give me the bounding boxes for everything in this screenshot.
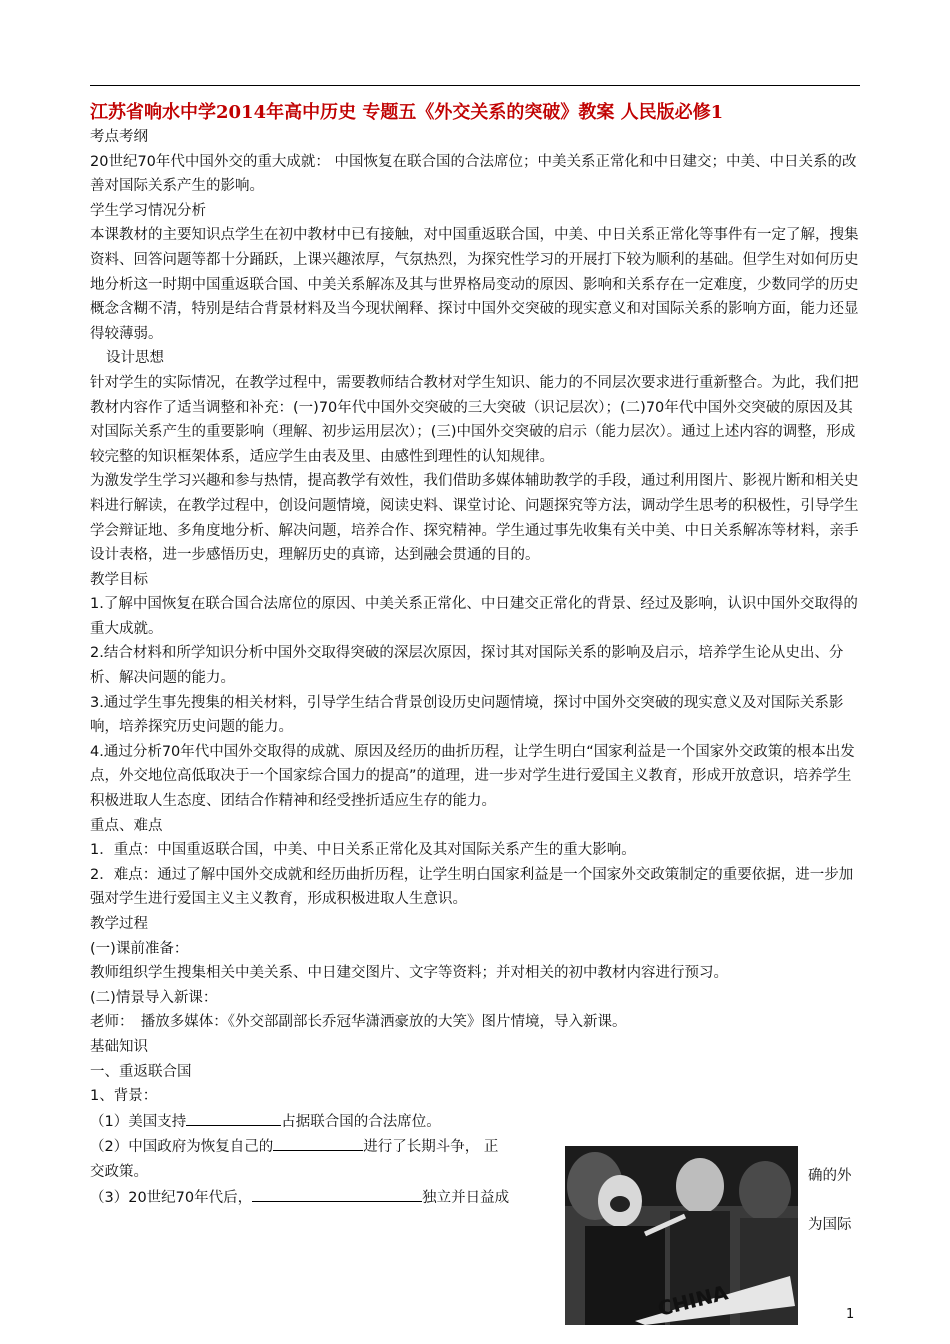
sub-heading: (一)课前准备： bbox=[90, 940, 189, 957]
answer-blank[interactable] bbox=[273, 1134, 363, 1151]
fill-in-line bbox=[90, 1109, 860, 1135]
fill-in-line: 交政策。 bbox=[90, 1163, 148, 1180]
fill-text: 占据联合国的合法席位。 bbox=[281, 1113, 441, 1130]
section-heading: 设计思想 bbox=[106, 350, 164, 367]
sub-heading: 一、重返联合国 bbox=[90, 1063, 192, 1080]
paragraph: 针对学生的实际情况，在教学过程中，需要教师结合教材对学生知识、能力的不同层次要求进行重新整合。为此，我们把教材内容作了适当调整和补充：(一)70年代中国外交突破的三大突破（识记层次）；(二)70年代中国外交突破的原因及其对国际关系产生的重要影响（理解、初步运用层次）；(三)中国外交突破的启示（能力层次）。通过上述内容的调整，形成较完整的知识框架体系，适应学生由表及里、由感性到理性的认知规律。 bbox=[90, 374, 859, 465]
section-heading: 教学过程 bbox=[90, 916, 148, 932]
paragraph: 本课教材的主要知识点学生在初中教材中已有接触，对中国重返联合国，中美、中日关系正常化等事件有一定了解，搜集资料、回答问题等都十分踊跃，上课兴趣浓厚，气氛热烈，为探究性学习的开展打下较为顺利的基础。但学生对如何历史地分析这一时期中国重返联合国、中美关系解冻及其与世界格局变动的原因、影响和关系存在一定难度，少数同学的历史概念含糊不清，特别是结合背景材料及当今现状阐释、探讨中国外交突破的现实意义和对国际关系的影响方面，能力还显得较薄弱。 bbox=[90, 227, 859, 342]
list-item: 2．难点：通过了解中国外交成就和经历曲折历程，让学生明白国家利益是一个国家外交政策制定的重要依据，进一步加强对学生进行爱国主义主义教育，形成积极进取人生意识。 bbox=[90, 866, 854, 908]
paragraph: 为激发学生学习兴趣和参与热情，提高教学有效性，我们借助多媒体辅助教学的手段，通过利用图片、影视片断和相关史料进行解读，在教学过程中，创设问题情境，阅读史料、课堂讨论、问题探究等方法，调动学生思考的积极性，引导学生学会辩证地、多角度地分析、解决问题，培养合作、探究精神。学生通过事先收集有关中美、中日关系解冻等材料，亲手设计表格，进一步感悟历史，理解历史的真谛，达到融会贯通的目的。 bbox=[90, 473, 859, 564]
section-heading: 考点考纲 bbox=[90, 129, 148, 145]
sub-heading: 1、背景： bbox=[90, 1088, 158, 1105]
sub-heading: (二)情景导入新课： bbox=[90, 989, 218, 1006]
photo-sign-text: CHINA bbox=[655, 1280, 731, 1321]
qiao-guanhua-laughing-photo bbox=[565, 1146, 798, 1325]
wrapped-text-right: 为国际 bbox=[808, 1217, 852, 1233]
paragraph: 教师组织学生搜集相关中美关系、中日建交图片、文字等资料；并对相关的初中教材内容进行预习。 bbox=[90, 965, 728, 982]
section-heading: 基础知识 bbox=[90, 1038, 148, 1055]
fill-text: （3）20世纪70年代后， bbox=[90, 1189, 253, 1206]
document-body bbox=[90, 125, 860, 1210]
list-item: 4.通过分析70年代中国外交取得的成就、原因及经历的曲折历程，让学生明白“国家利益是一个国家外交政策的根本出发点，外交地位高低取决于一个国家综合国力的提高”的道理，进一步对学生进行爱国主义教育，形成开放意识，培养学生积极进取人生态度、团结合作精神和经受挫折适应生存的能力。 bbox=[90, 743, 855, 810]
fill-text: （1）美国支持 bbox=[90, 1113, 187, 1130]
section-heading: 学生学习情况分析 bbox=[90, 202, 206, 219]
wrapped-text-right: 确的外 bbox=[808, 1168, 852, 1184]
section-heading: 重点、难点 bbox=[90, 817, 163, 834]
document-title: 江苏省响水中学2014年高中历史 专题五《外交关系的突破》教案 人民版必修1 bbox=[90, 102, 724, 123]
fill-text: （2）中国政府为恢复自己的 bbox=[90, 1139, 274, 1156]
fill-text: 独立并日益成 bbox=[422, 1189, 510, 1206]
answer-blank[interactable] bbox=[186, 1109, 281, 1126]
paragraph: 20世纪70年代中国外交的重大成就： 中国恢复在联合国的合法席位；中美关系正常化和中日建交；中美、中日关系的改善对国际关系产生的影响。 bbox=[90, 153, 857, 195]
header-rule bbox=[90, 85, 860, 86]
section-heading: 教学目标 bbox=[90, 571, 148, 588]
list-item: 1.了解中国恢复在联合国合法席位的原因、中美关系正常化、中日建交正常化的背景、经过及影响，认识中国外交取得的重大成就。 bbox=[90, 596, 858, 637]
list-item: 3.通过学生事先搜集的相关材料，引导学生结合背景创设历史问题情境，探讨中国外交突破的现实意义及对国际关系影响，培养探究历史问题的能力。 bbox=[90, 694, 844, 736]
fill-text: 进行了长期斗争， 正 bbox=[363, 1139, 499, 1156]
paragraph: 老师： 播放多媒体：《外交部副部长乔冠华潇洒豪放的大笑》图片情境，导入新课。 bbox=[90, 1014, 627, 1031]
list-item: 1．重点：中国重返联合国，中美、中日关系正常化及其对国际关系产生的重大影响。 bbox=[90, 842, 636, 859]
answer-blank[interactable] bbox=[252, 1185, 422, 1202]
list-item: 2.结合材料和所学知识分析中国外交取得突破的深层次原因，探讨其对国际关系的影响及启示，培养学生论从史出、分析、解决问题的能力。 bbox=[90, 645, 844, 687]
page-number: 1 bbox=[846, 1307, 855, 1322]
